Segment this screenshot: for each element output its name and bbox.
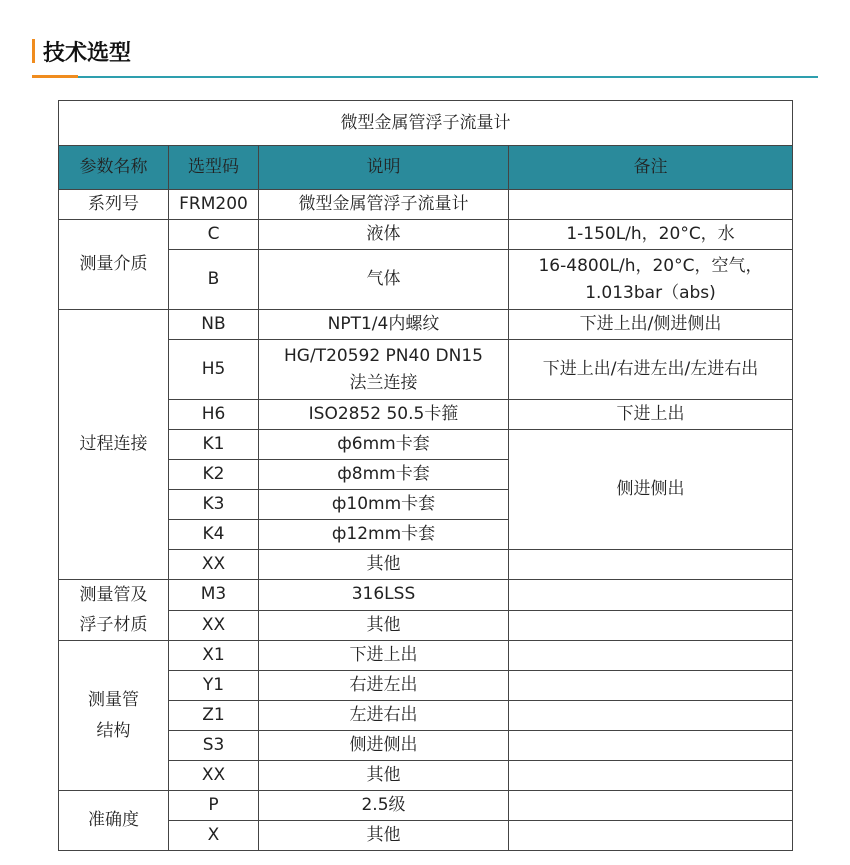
cell-note: 侧进侧出 (509, 430, 793, 550)
cell-code: P (169, 791, 259, 821)
cell-desc: HG/T20592 PN40 DN15 法兰连接 (259, 340, 509, 400)
cell-desc: ф6mm卡套 (259, 430, 509, 460)
cell-note (509, 791, 793, 821)
cell-note (509, 821, 793, 851)
cell-desc: 其他 (259, 761, 509, 791)
header-param-name: 参数名称 (59, 146, 169, 190)
cell-code: FRM200 (169, 190, 259, 220)
cell-note (509, 190, 793, 220)
cell-desc: 其他 (259, 610, 509, 641)
cell-code: XX (169, 610, 259, 641)
table-row (59, 430, 793, 460)
cell-note (509, 580, 793, 611)
cell-code: Y1 (169, 671, 259, 701)
header-remark: 备注 (509, 146, 793, 190)
cell-note: 下进上出 (509, 400, 793, 430)
cell-note (509, 671, 793, 701)
cell-desc: ISO2852 50.5卡箍 (259, 400, 509, 430)
cell-desc: 2.5级 (259, 791, 509, 821)
cell-desc: 侧进侧出 (259, 731, 509, 761)
cell-note (509, 610, 793, 641)
table-row (59, 220, 793, 250)
header-code: 选型码 (169, 146, 259, 190)
cell-desc: 316LSS (259, 580, 509, 611)
cell-desc: NPT1/4内螺纹 (259, 310, 509, 340)
cell-desc: 其他 (259, 821, 509, 851)
table-row (59, 671, 793, 701)
table-row (59, 400, 793, 430)
group-process: 过程连接 (59, 310, 169, 580)
cell-code: H5 (169, 340, 259, 400)
table-row (59, 791, 793, 821)
cell-desc: 下进上出 (259, 641, 509, 671)
table-row (59, 190, 793, 220)
cell-code: X1 (169, 641, 259, 671)
cell-code: K1 (169, 430, 259, 460)
cell-code: B (169, 250, 259, 310)
table-row (59, 701, 793, 731)
cell-note (509, 761, 793, 791)
cell-desc: 其他 (259, 550, 509, 580)
heading-divider (32, 76, 818, 78)
cell-desc: 气体 (259, 250, 509, 310)
table-row (59, 761, 793, 791)
section-heading (32, 36, 131, 66)
cell-note: 下进上出/右进左出/左进右出 (509, 340, 793, 400)
group-material: 测量管及 浮子材质 (59, 580, 169, 641)
heading-divider-accent (32, 75, 78, 78)
cell-code: K4 (169, 520, 259, 550)
table-row (59, 340, 793, 400)
cell-note: 下进上出/侧进侧出 (509, 310, 793, 340)
header-description: 说明 (259, 146, 509, 190)
cell-note (509, 641, 793, 671)
group-series: 系列号 (59, 190, 169, 220)
cell-code: NB (169, 310, 259, 340)
cell-code: M3 (169, 580, 259, 611)
cell-desc: 左进右出 (259, 701, 509, 731)
group-structure: 测量管 结构 (59, 641, 169, 791)
cell-desc: ф12mm卡套 (259, 520, 509, 550)
table-row (59, 550, 793, 580)
cell-note (509, 550, 793, 580)
cell-desc: 液体 (259, 220, 509, 250)
cell-note (509, 701, 793, 731)
cell-note: 1-150L/h，20°C，水 (509, 220, 793, 250)
cell-code: S3 (169, 731, 259, 761)
group-medium: 测量介质 (59, 220, 169, 310)
spec-table (58, 100, 793, 851)
heading-accent-bar (32, 39, 35, 63)
cell-desc: ф10mm卡套 (259, 490, 509, 520)
table-row (59, 821, 793, 851)
table-row (59, 731, 793, 761)
group-accuracy: 准确度 (59, 791, 169, 851)
table-row (59, 641, 793, 671)
cell-note (509, 731, 793, 761)
table-row (59, 310, 793, 340)
cell-code: Z1 (169, 701, 259, 731)
cell-desc: ф8mm卡套 (259, 460, 509, 490)
cell-desc: 右进左出 (259, 671, 509, 701)
table-title: 微型金属管浮子流量计 (59, 101, 793, 146)
cell-code: H6 (169, 400, 259, 430)
cell-code: X (169, 821, 259, 851)
cell-code: XX (169, 761, 259, 791)
cell-code: XX (169, 550, 259, 580)
table-row (59, 580, 793, 611)
table-row (59, 250, 793, 310)
cell-code: K2 (169, 460, 259, 490)
cell-code: K3 (169, 490, 259, 520)
cell-desc: 微型金属管浮子流量计 (259, 190, 509, 220)
cell-code: C (169, 220, 259, 250)
table-row (59, 610, 793, 641)
cell-note: 16-4800L/h，20°C，空气， 1.013bar（abs) (509, 250, 793, 310)
section-title: 技术选型 (43, 40, 132, 66)
